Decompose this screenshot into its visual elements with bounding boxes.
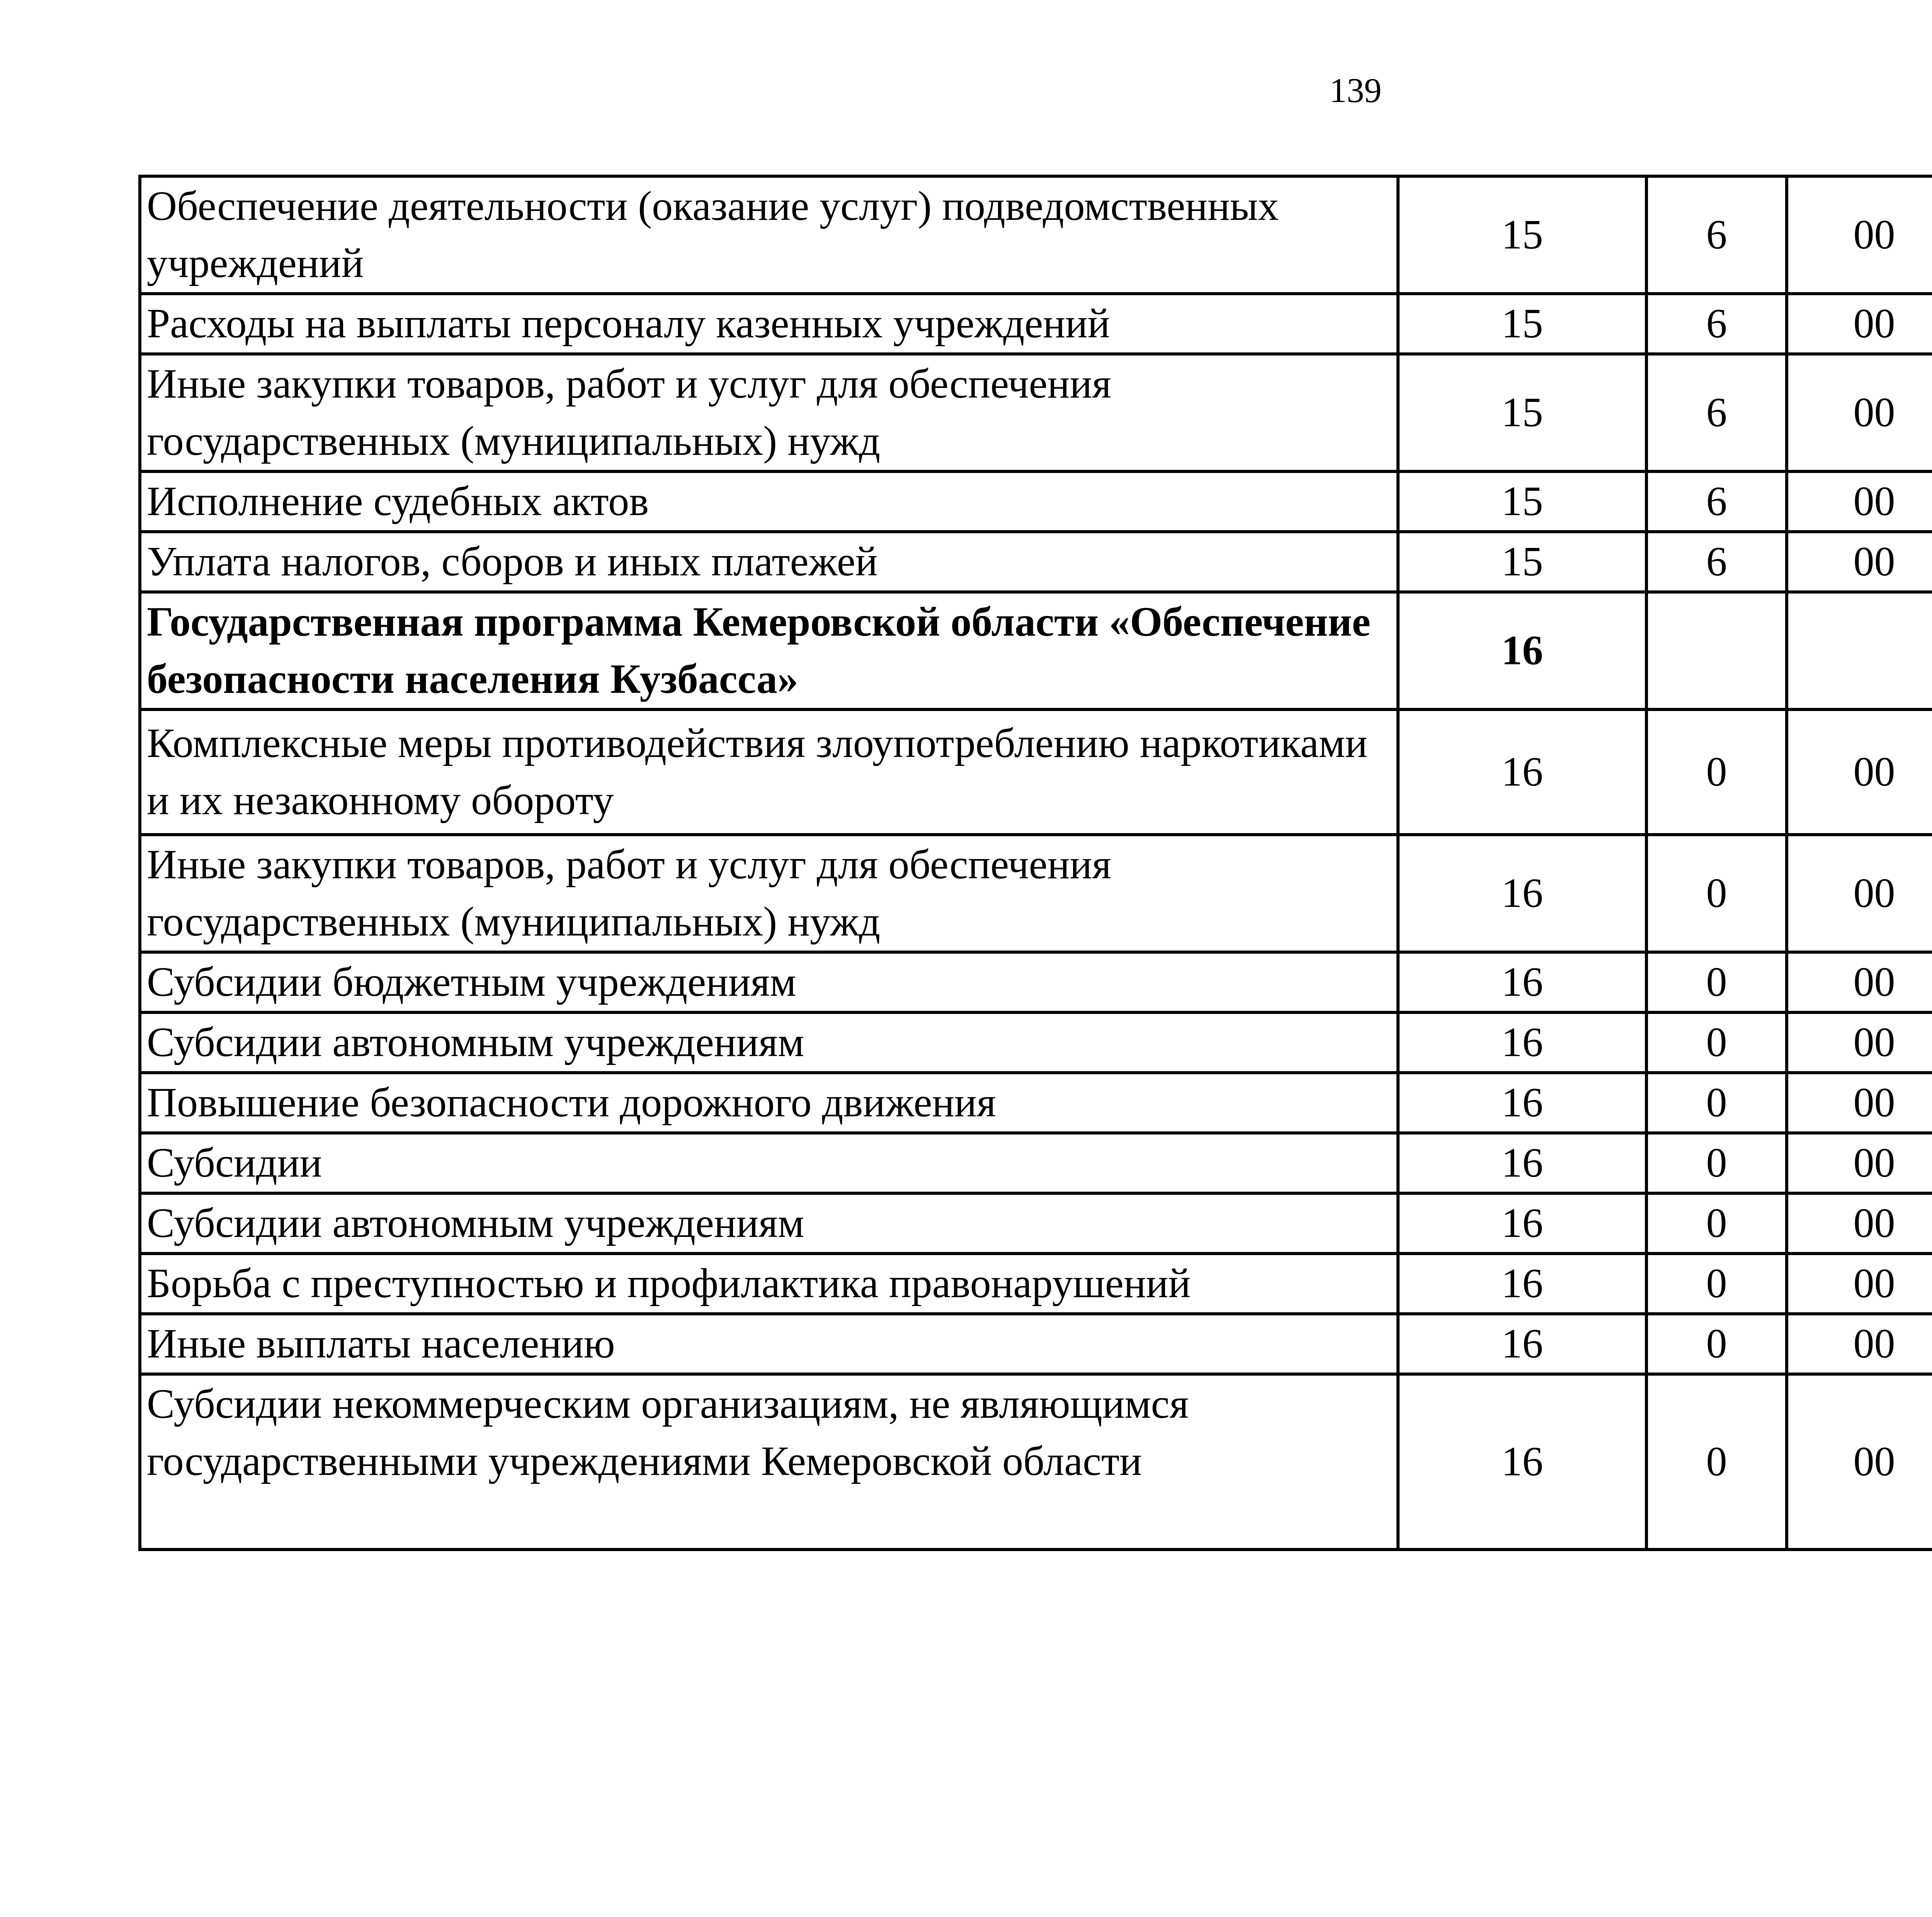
table-row: [140, 1073, 1932, 1133]
cell-subprogram: 0: [1646, 1374, 1787, 1550]
cell-subprogram: 0: [1646, 1314, 1787, 1374]
cell-program: 16: [1398, 1254, 1646, 1314]
cell-name: Государственная программа Кемеровской области «Обеспечение безопасности населения Кузбасса»: [140, 592, 1398, 709]
cell-subprogram: 0: [1646, 1073, 1787, 1133]
cell-program: 16: [1398, 1314, 1646, 1374]
cell-direction: 00: [1787, 952, 1932, 1012]
cell-direction: 00: [1787, 1193, 1932, 1254]
cell-name: Субсидии некоммерческим организациям, не являющимся государственными учреждениями Кемеровской области: [140, 1374, 1398, 1550]
cell-name: Борьба с преступностью и профилактика правонарушений: [140, 1254, 1398, 1314]
cell-program: 16: [1398, 709, 1646, 835]
cell-direction: 00: [1787, 835, 1932, 952]
cell-subprogram: [1646, 592, 1787, 709]
cell-program: 16: [1398, 1133, 1646, 1193]
cell-subprogram: 0: [1646, 1133, 1787, 1193]
cell-name: Иные выплаты населению: [140, 1314, 1398, 1374]
cell-direction: 00: [1787, 1073, 1932, 1133]
cell-direction: 00: [1787, 1254, 1932, 1314]
table-row: [140, 1193, 1932, 1254]
cell-direction: 00: [1787, 709, 1932, 835]
budget-table: [138, 175, 1932, 1551]
cell-subprogram: 0: [1646, 1012, 1787, 1073]
cell-name: Исполнение судебных актов: [140, 471, 1398, 532]
cell-direction: 00: [1787, 1133, 1932, 1193]
table-row: [140, 592, 1932, 709]
cell-subprogram: 6: [1646, 532, 1787, 592]
cell-direction: 00: [1787, 471, 1932, 532]
cell-name: Иные закупки товаров, работ и услуг для обеспечения государственных (муниципальных) нужд: [140, 835, 1398, 952]
cell-name: Иные закупки товаров, работ и услуг для обеспечения государственных (муниципальных) нужд: [140, 354, 1398, 471]
table-row: [140, 176, 1932, 294]
table-row: [140, 952, 1932, 1012]
cell-subprogram: 6: [1646, 471, 1787, 532]
cell-subprogram: 6: [1646, 294, 1787, 354]
cell-direction: 00: [1787, 1314, 1932, 1374]
cell-subprogram: 0: [1646, 952, 1787, 1012]
cell-name: Повышение безопасности дорожного движения: [140, 1073, 1398, 1133]
cell-name: Уплата налогов, сборов и иных платежей: [140, 532, 1398, 592]
cell-program: 15: [1398, 471, 1646, 532]
cell-direction: 00: [1787, 354, 1932, 471]
cell-name: Субсидии бюджетным учреждениям: [140, 952, 1398, 1012]
table-row: [140, 1374, 1932, 1550]
cell-program: 16: [1398, 952, 1646, 1012]
table-row: [140, 835, 1932, 952]
table-row: [140, 709, 1932, 835]
table-row: [140, 1012, 1932, 1073]
table-row: [140, 471, 1932, 532]
cell-program: 16: [1398, 835, 1646, 952]
cell-program: 16: [1398, 1073, 1646, 1133]
cell-name: Расходы на выплаты персоналу казенных учреждений: [140, 294, 1398, 354]
table-row: [140, 354, 1932, 471]
table-row: [140, 532, 1932, 592]
table-row: [140, 1314, 1932, 1374]
cell-direction: 00: [1787, 532, 1932, 592]
cell-program: 16: [1398, 1374, 1646, 1550]
cell-direction: 00: [1787, 176, 1932, 294]
cell-program: 16: [1398, 1012, 1646, 1073]
cell-name: Субсидии: [140, 1133, 1398, 1193]
cell-program: 16: [1398, 1193, 1646, 1254]
cell-program: 16: [1398, 592, 1646, 709]
cell-direction: 00: [1787, 294, 1932, 354]
cell-subprogram: 6: [1646, 176, 1787, 294]
page-number: 139: [1329, 71, 1382, 110]
cell-subprogram: 0: [1646, 835, 1787, 952]
cell-subprogram: 6: [1646, 354, 1787, 471]
cell-program: 15: [1398, 176, 1646, 294]
cell-subprogram: 0: [1646, 1254, 1787, 1314]
cell-program: 15: [1398, 294, 1646, 354]
cell-name: Субсидии автономным учреждениям: [140, 1193, 1398, 1254]
cell-subprogram: 0: [1646, 1193, 1787, 1254]
cell-direction: 00: [1787, 1374, 1932, 1550]
cell-name: Обеспечение деятельности (оказание услуг) подведомственных учреждений: [140, 176, 1398, 294]
cell-direction: 00: [1787, 1012, 1932, 1073]
table-row: [140, 294, 1932, 354]
cell-subprogram: 0: [1646, 709, 1787, 835]
cell-program: 15: [1398, 354, 1646, 471]
cell-name: Субсидии автономным учреждениям: [140, 1012, 1398, 1073]
cell-program: 15: [1398, 532, 1646, 592]
cell-name: Комплексные меры противодействия злоупотреблению наркотиками и их незаконному обороту: [140, 709, 1398, 835]
table-row: [140, 1133, 1932, 1193]
cell-direction: [1787, 592, 1932, 709]
table-row: [140, 1254, 1932, 1314]
